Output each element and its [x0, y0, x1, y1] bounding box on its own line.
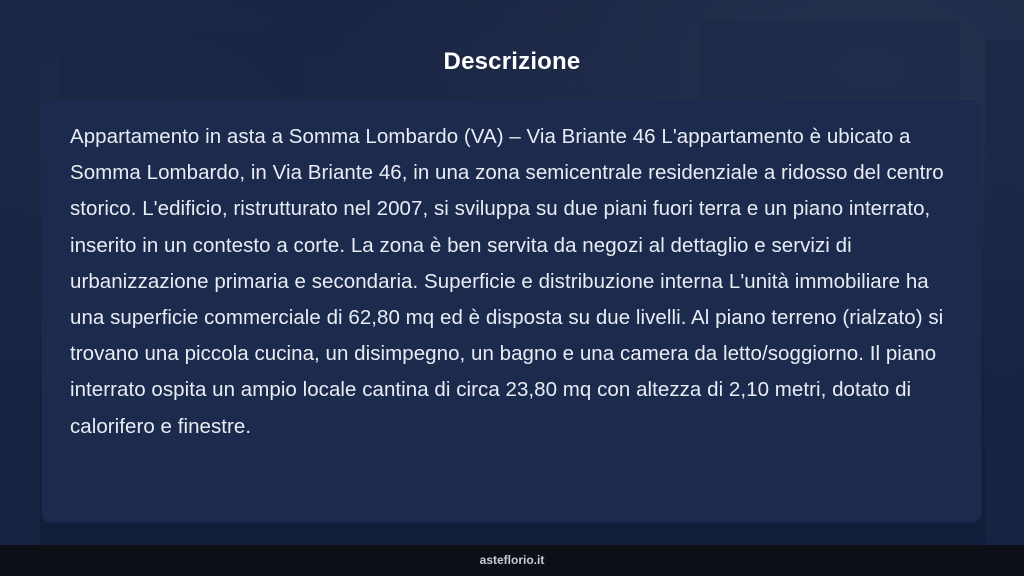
- description-text: Appartamento in asta a Somma Lombardo (VA) – Via Briante 46 L'appartamento è ubicato a Somma Lombardo, in Via Briante 46, in una zona semicentrale residenziale a ridosso del centro storico. L'edificio, ristrutturato nel 2007, si sviluppa su due piani fuori terra e un piano interrato, inserito in un contesto a corte. La zona è ben servita da negozi al dettaglio e servizi di urbanizzazione primaria e secondaria. Superficie e distribuzione interna L'unità immobiliare ha una superficie commerciale di 62,80 mq ed è disposta su due livelli. Al piano terreno (rialzato) si trovano una piccola cucina, un disimpegno, un bagno e una camera da letto/soggiorno. Il piano interrato ospita un ampio locale cantina di circa 23,80 mq con altezza di 2,10 metri, dotato di calorifero e finestre.: [70, 125, 944, 438]
- page-title: Descrizione: [443, 48, 581, 75]
- footer-site-label: asteflorio.it: [479, 553, 545, 567]
- description-panel: [42, 100, 981, 522]
- footer-bar: [0, 545, 1024, 576]
